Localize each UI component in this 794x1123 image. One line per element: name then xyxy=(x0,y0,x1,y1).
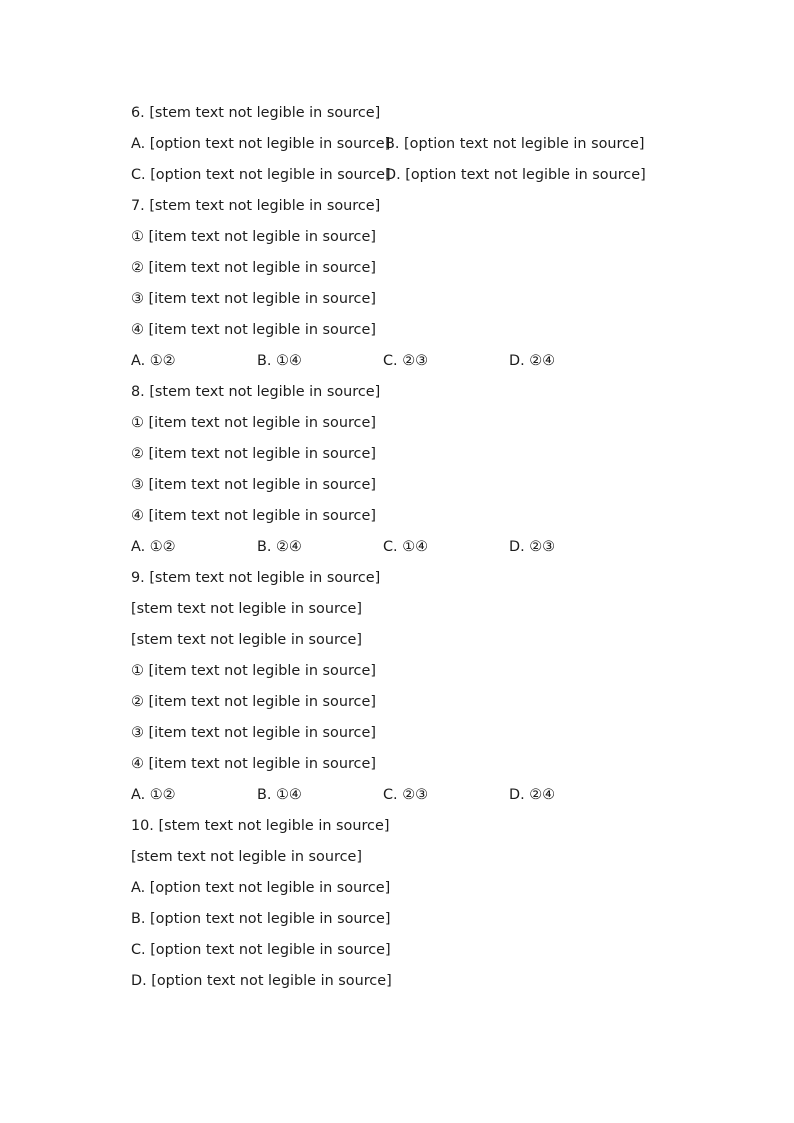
option-c[interactable]: C. [option text not legible in source] xyxy=(131,167,391,183)
option-d[interactable]: D. [option text not legible in source] xyxy=(385,167,646,183)
question-number: 7. xyxy=(131,198,145,214)
option-c[interactable]: C. ②③ xyxy=(383,787,428,803)
question-number: 6. xyxy=(131,105,145,121)
statement-item: ① [item text not legible in source] xyxy=(131,229,376,245)
options-row xyxy=(131,346,698,377)
question-number: 8. xyxy=(131,384,145,400)
question-stem xyxy=(131,98,698,129)
question-7 xyxy=(131,191,698,377)
question-stem-text: [stem text not legible in source] xyxy=(149,105,381,121)
option-b[interactable]: B. [option text not legible in source] xyxy=(385,136,645,152)
option-b[interactable]: B. ①④ xyxy=(257,787,302,803)
question-number: 9. xyxy=(131,570,145,586)
statement-item: ② [item text not legible in source] xyxy=(131,260,376,276)
option-b[interactable]: B. ②④ xyxy=(257,539,302,555)
option-c[interactable]: C. ②③ xyxy=(383,353,428,369)
question-stem-text: [stem text not legible in source] xyxy=(149,570,381,586)
question-8 xyxy=(131,377,698,563)
statement-item: ① [item text not legible in source] xyxy=(131,415,376,431)
statement-item: ③ [item text not legible in source] xyxy=(131,477,376,493)
statement-item: ③ [item text not legible in source] xyxy=(131,291,376,307)
option-a[interactable]: A. ①② xyxy=(131,353,176,369)
option-d[interactable]: D. ②④ xyxy=(509,353,556,369)
question-6 xyxy=(131,98,698,191)
option-d[interactable]: D. ②④ xyxy=(509,787,556,803)
option-d[interactable]: D. [option text not legible in source] xyxy=(131,973,392,989)
option-a[interactable]: A. [option text not legible in source] xyxy=(131,136,391,152)
option-d[interactable]: D. ②③ xyxy=(509,539,556,555)
option-a[interactable]: A. ①② xyxy=(131,539,176,555)
question-9 xyxy=(131,563,698,811)
options-row xyxy=(131,160,698,191)
option-b[interactable]: B. [option text not legible in source] xyxy=(131,911,391,927)
statement-item: ④ [item text not legible in source] xyxy=(131,756,376,772)
statement-item: ④ [item text not legible in source] xyxy=(131,508,376,524)
option-a[interactable]: A. [option text not legible in source] xyxy=(131,880,391,896)
question-stem-continued: [stem text not legible in source] xyxy=(131,849,362,865)
statement-item: ③ [item text not legible in source] xyxy=(131,725,376,741)
option-c[interactable]: C. [option text not legible in source] xyxy=(131,942,391,958)
question-number: 10. xyxy=(131,818,154,834)
question-stem xyxy=(131,191,698,222)
question-stem-text: [stem text not legible in source] xyxy=(158,818,390,834)
question-stem xyxy=(131,377,698,408)
statement-item: ① [item text not legible in source] xyxy=(131,663,376,679)
options-row xyxy=(131,532,698,563)
question-stem xyxy=(131,563,698,594)
question-stem-text: [stem text not legible in source] xyxy=(149,198,381,214)
question-stem-text: [stem text not legible in source] xyxy=(149,384,381,400)
option-b[interactable]: B. ①④ xyxy=(257,353,302,369)
question-10 xyxy=(131,811,698,997)
options-row xyxy=(131,780,698,811)
option-c[interactable]: C. ①④ xyxy=(383,539,428,555)
statement-item: ② [item text not legible in source] xyxy=(131,446,376,462)
statement-item: ② [item text not legible in source] xyxy=(131,694,376,710)
question-stem-continued: [stem text not legible in source] xyxy=(131,601,362,617)
statement-item: ④ [item text not legible in source] xyxy=(131,322,376,338)
question-stem-continued: [stem text not legible in source] xyxy=(131,632,362,648)
options-row xyxy=(131,129,698,160)
option-a[interactable]: A. ①② xyxy=(131,787,176,803)
question-stem xyxy=(131,811,698,842)
